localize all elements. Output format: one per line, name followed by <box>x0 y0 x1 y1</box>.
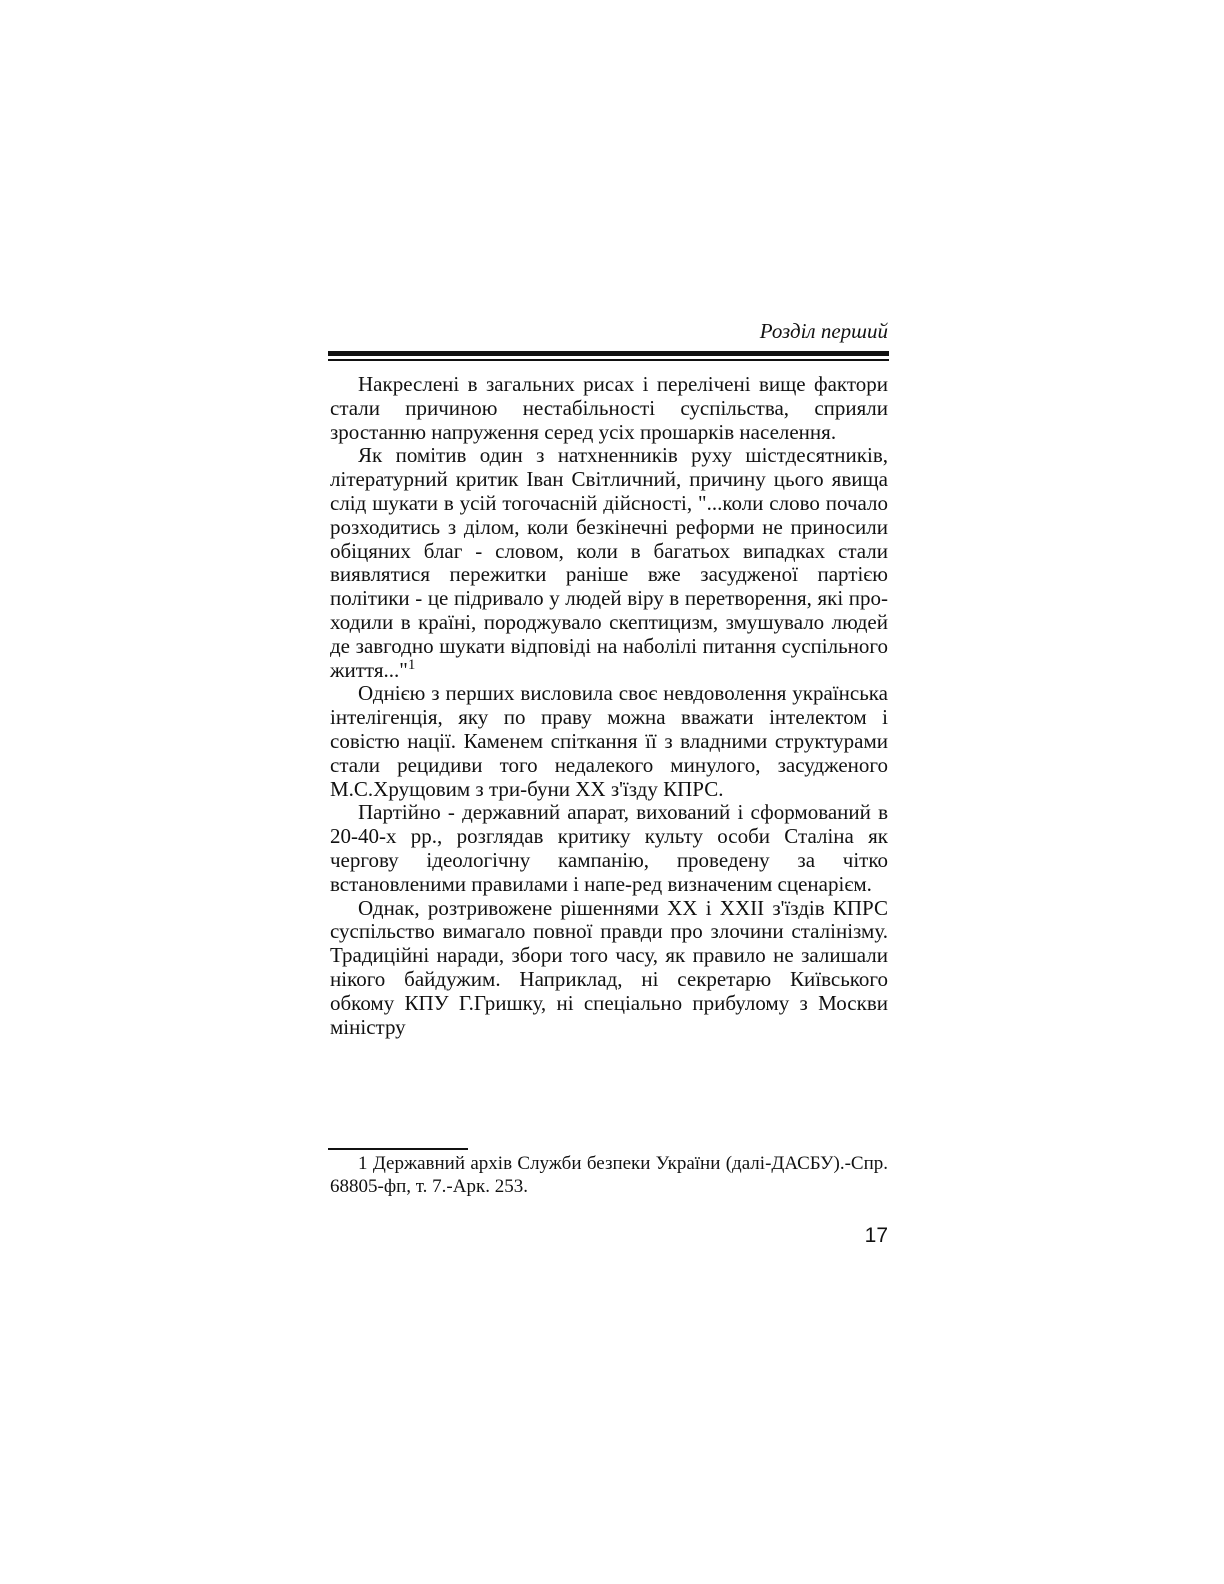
running-header: Розділ перший <box>759 319 888 343</box>
paragraph-text: Як помітив один з натхненників руху шістдесятників, літературний критик Іван Світличний, причину цього явища слід шукати в усій тогочасній дійсності, "...коли слово почало розходитись з ділом, коли безкінечні реформи не приносили обіцяних благ - словом, коли в багатьох випадках стали виявлятися пережитки раніше вже засудженої партією політики - це підривало у людей віру в перетворення, які про-ходили в країні, породжувало скептицизм, змушувало людей де завгодно шукати відповіді на наболілі питання суспільного життя..." <box>330 443 888 682</box>
footnote-reference: 1 <box>407 656 416 673</box>
paragraph: Однак, розтривожене рішеннями XX і XXII з'їздів КПРС суспільство вимагало повної правди про злочини сталінізму. Традиційні наради, збори того часу, як правило не залишали нікого байдужим. Наприклад, ні секретарю Київського обкому КПУ Г.Гришку, ні спеціально прибулому з Москви міністру <box>330 895 888 1039</box>
paragraph: Партійно - державний апарат, вихований і сформований в 20-40-х рр., розглядав критику культу особи Сталіна як чергову ідеологічну кампанію, проведену за чітко встановленими правилами і напе-ред визначеним сценарієм. <box>330 800 888 896</box>
paragraph-with-footnote-ref <box>330 444 888 682</box>
paragraph: Накреслені в загальних рисах і перелічені вище фактори стали причиною нестабільності суспільства, сприяли зростанню напруження серед усіх прошарків населення. <box>330 372 888 444</box>
paragraph: Однією з перших висловила своє невдоволення українська інтелігенція, яку по праву можна вважати інтелектом і совістю нації. Каменем спіткання її з владними структурами стали рецидиви того недалекого минулого, засудженого М.С.Хрущовим з три-буни XX з'їзду КПРС. <box>330 681 888 801</box>
footnote-separator <box>328 1148 468 1150</box>
main-text <box>330 373 888 1039</box>
footnote: 1 Державний архів Служби безпеки України (далі-ДАСБУ).-Спр. 68805-фп, т. 7.-Арк. 253. <box>330 1153 888 1197</box>
header-rule-thin <box>328 359 889 361</box>
header-rule-thick <box>328 351 889 356</box>
page-number: 17 <box>864 1224 888 1247</box>
